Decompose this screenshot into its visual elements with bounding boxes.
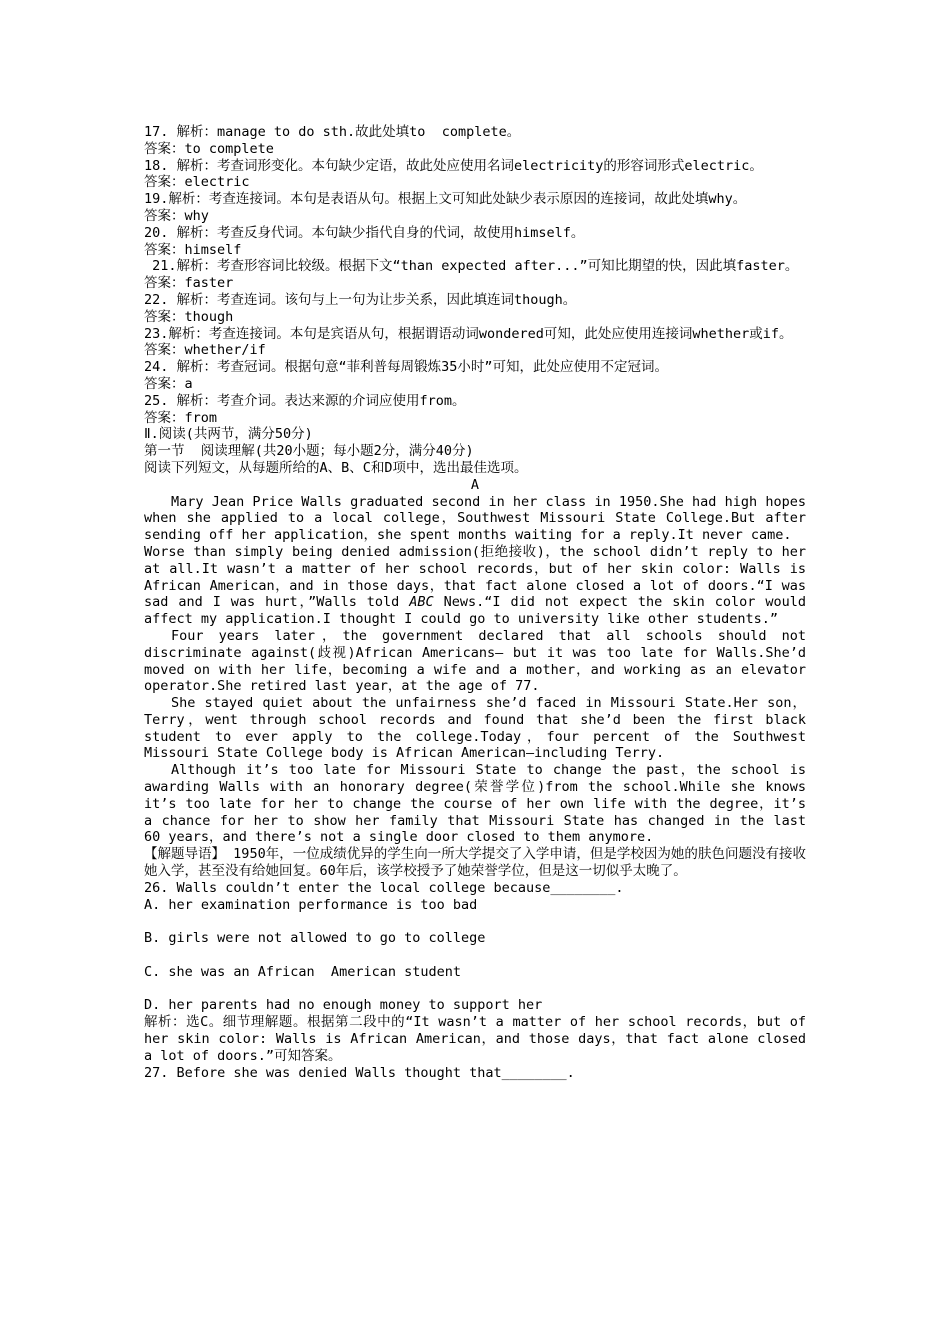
question-26-stem: 26. Walls couldn’t enter the local college because________. (144, 879, 624, 896)
passage-paragraph-2-a: Worse than simply being denied admission(拒绝接收)，the school didn’t reply to her at all.It wasn’t a matter of her school records，but of her skin color: Walls is African American，and in those days，that fact alone closed a lot of doors.“I was sad and I was hurt，”Walls told (144, 543, 806, 611)
passage-paragraph-2 (144, 544, 806, 628)
answer-20 (144, 225, 806, 259)
document-page (144, 124, 806, 1081)
passage-paragraph-2-b: News.“I did not expect the skin color would affect my application.I thought I could go to university like other students.” (144, 594, 806, 628)
spacer (144, 947, 806, 964)
question-26-option-a: A. her examination performance is too bad (144, 896, 478, 913)
spacer (144, 981, 806, 998)
analysis-24: 24. 解析：考查冠词。根据句意“菲利普每周锻炼35小时”可知，此处应使用不定冠词。 (144, 359, 669, 376)
answer-text-25: 答案：from (144, 409, 218, 426)
question-26-option-c: C. she was an African American student (144, 963, 461, 980)
question-26-option-d: D. her parents had no enough money to support her (144, 997, 543, 1014)
guide-text: 1950年，一位成绩优异的学生向一所大学提交了入学申请，但是学校因为她的肤色问题没有接收她入学，甚至没有给她回复。60年后，该学校授予了她荣誉学位，但是这一切似乎太晚了。 (144, 846, 806, 880)
answer-24 (144, 359, 806, 393)
analysis-25: 25. 解析：考查介词。表达来源的介词应使用from。 (144, 392, 466, 409)
analysis-18: 18. 解析：考查词形变化。本句缺少定语，故此处应使用名词electricity的形容词形式electric。 (144, 157, 763, 174)
guide-note (144, 846, 806, 880)
answer-text-17: 答案：to complete (144, 140, 274, 157)
answer-19 (144, 191, 806, 225)
answer-18 (144, 158, 806, 192)
answer-text-19: 答案：why (144, 207, 209, 224)
guide-label: 【解题导语】 (144, 846, 226, 863)
question-26-analysis: 解析：选C。细节理解题。根据第二段中的“It wasn’t a matter of her school records，but of her skin color: Walls is African American，and those days，that fact alone closed a lot of doors.”可知答案。 (144, 1014, 806, 1064)
analysis-23: 23.解析：考查连接词。本句是宾语从句，根据谓语动词wondered可知，此处应使用连接词whether或if。 (144, 325, 793, 342)
analysis-22: 22. 解析：考查连词。该句与上一句为让步关系，因此填连词though。 (144, 291, 577, 308)
question-26-option-b: B. girls were not allowed to go to college (144, 930, 486, 947)
passage-paragraph-1: Mary Jean Price Walls graduated second in her class in 1950.She had high hopes when she applied to a local college，Southwest Missouri State College.But after sending off her application，she spent months waiting for a reply.It never came. (144, 493, 806, 544)
answer-22 (144, 292, 806, 326)
section-title: Ⅱ.阅读(共两节，满分50分) (144, 426, 313, 443)
news-source: ABC (409, 594, 434, 611)
answer-21 (144, 258, 806, 292)
answer-text-21: 答案：faster (144, 275, 234, 292)
answer-text-22: 答案：though (144, 308, 234, 325)
answer-23 (144, 326, 806, 360)
answer-text-23: 答案：whether/if (144, 342, 266, 359)
analysis-20: 20. 解析：考查反身代词。本句缺少指代自身的代词，故使用himself。 (144, 224, 585, 241)
passage-paragraph-5: Although it’s too late for Missouri State to change the past，the school is awarding Walls with an honorary degree(荣誉学位)from the school.While she knows it’s too late for her to change the course of her own life with the degree，it’s a chance for her to show her family that Missouri State has changed in the last 60 years，and there’s not a single door closed to them anymore. (144, 762, 806, 846)
answer-25 (144, 393, 806, 427)
answer-text-18: 答案：electric (144, 174, 250, 191)
analysis-19: 19.解析：考查连接词。本句是表语从句。根据上文可知此处缺少表示原因的连接词，故此处填why。 (144, 191, 747, 208)
spacer (144, 913, 806, 930)
answer-text-20: 答案：himself (144, 241, 242, 258)
question-27-stem: 27. Before she was denied Walls thought that________. (144, 1064, 575, 1081)
analysis-17: 17. 解析：manage to do sth.故此处填to complete。 (144, 124, 521, 140)
passage-label: A (470, 476, 480, 493)
section-subtitle: 第一节 阅读理解(共20小题；每小题2分，满分40分) (144, 443, 474, 460)
passage-paragraph-4: She stayed quiet about the unfairness she’d faced in Missouri State.Her son，Terry，went through school records and found that she’d been the first black student to ever apply to the college.Today，four percent of the Southwest Missouri State College body is African American—including Terry. (144, 695, 806, 762)
section-instruction: 阅读下列短文，从每题所给的A、B、C和D项中，选出最佳选项。 (144, 459, 528, 476)
analysis-21: 21.解析：考查形容词比较级。根据下文“than expected after...”可知比期望的快，因此填faster。 (144, 258, 799, 275)
answer-text-24: 答案：a (144, 375, 193, 392)
passage-paragraph-3: Four years later，the government declared that all schools should not discriminate against(歧视)African Americans— but it was too late for Walls.She’d moved on with her life，becoming a wife and a mother，and working as an elevator operator.She retired last year，at the age of 77. (144, 627, 806, 695)
answer-17 (144, 124, 806, 158)
